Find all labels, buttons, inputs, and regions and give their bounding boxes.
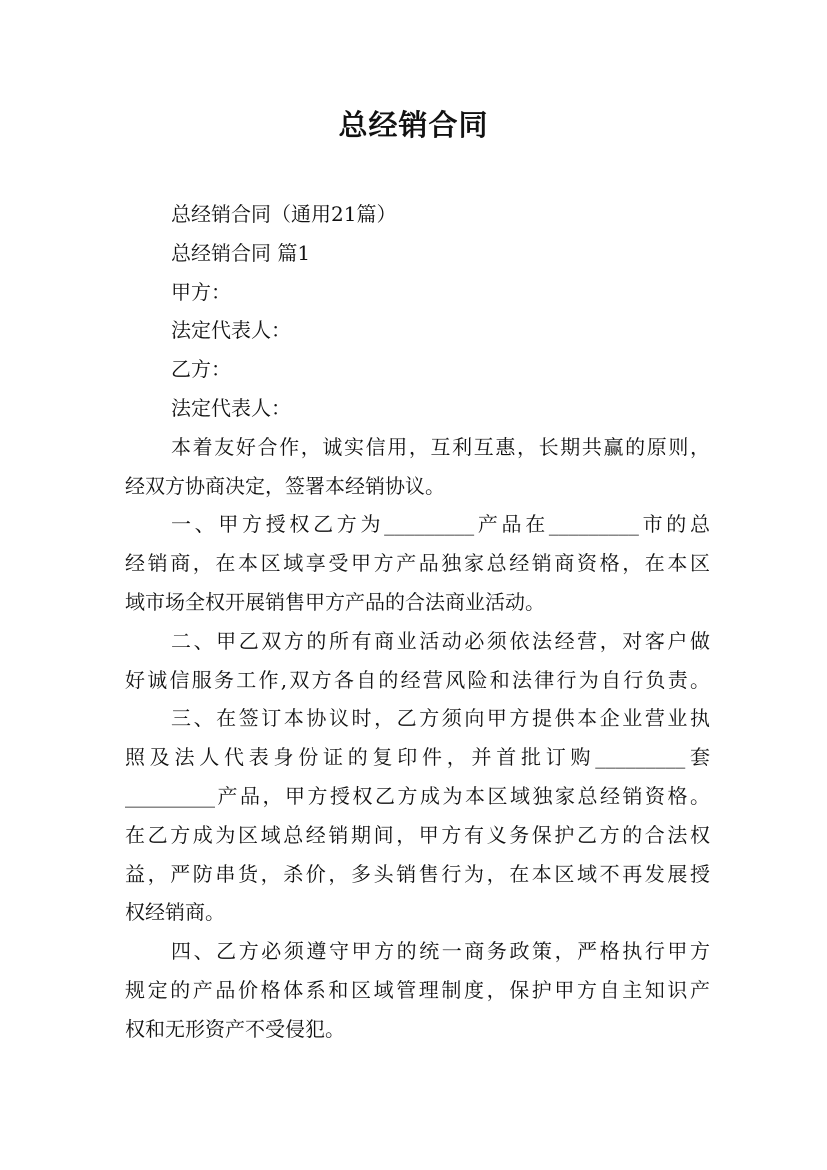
party-a-representative-label: 法定代表人： — [171, 318, 291, 343]
clause-3-line-4: 在乙方成为区域总经销期间，甲方有义务保护乙方的合法权 — [125, 822, 710, 847]
document-body — [125, 195, 710, 1049]
clause-1-line-3: 域市场全权开展销售甲方产品的合法商业活动。 — [125, 589, 545, 614]
clause-2-line-1: 二、甲乙双方的所有商业活动必须依法经营，对客户做 — [171, 628, 710, 653]
party-b-representative-label: 法定代表人： — [171, 395, 291, 420]
clause-3-line-1: 三、在签订本协议时，乙方须向甲方提供本企业营业执 — [171, 706, 710, 731]
clause-4-line-2: 规定的产品价格体系和区域管理制度，保护甲方自主知识产 — [125, 977, 710, 1002]
party-a-label: 甲方： — [171, 279, 231, 304]
clause-4-line-1: 四、乙方必须遵守甲方的统一商务政策，严格执行甲方 — [171, 939, 710, 964]
clause-2-line-2: 好诚信服务工作,双方各自的经营风险和法律行为自行负责。 — [125, 667, 710, 692]
clause-1-line-2: 经销商，在本区域享受甲方产品独家总经销商资格，在本区 — [125, 551, 710, 576]
contract-subtitle: 总经销合同（通用21篇） — [171, 202, 397, 226]
clause-3-line-5: 益，严防串货，杀价，多头销售行为，在本区域不再发展授 — [125, 861, 710, 886]
party-b-label: 乙方： — [171, 357, 231, 382]
clause-3-line-6: 权经销商。 — [125, 900, 225, 925]
clause-4-line-3: 权和无形资产不受侵犯。 — [125, 1016, 345, 1041]
clause-3-line-2: 照及法人代表身份证的复印件，并首批订购_________套 — [125, 745, 710, 770]
clause-3-line-3: _________产品，甲方授权乙方成为本区域独家总经销资格。 — [125, 783, 710, 808]
document-title: 总经销合同 — [338, 108, 489, 142]
preamble-line-2: 经双方协商决定，签署本经销协议。 — [125, 473, 445, 498]
clause-1-line-1: 一、甲方授权乙方为_________产品在_________市的总 — [171, 512, 710, 537]
preamble-line-1: 本着友好合作，诚实信用，互利互惠，长期共赢的原则， — [171, 434, 710, 459]
section-heading: 总经销合同 篇1 — [171, 240, 311, 265]
